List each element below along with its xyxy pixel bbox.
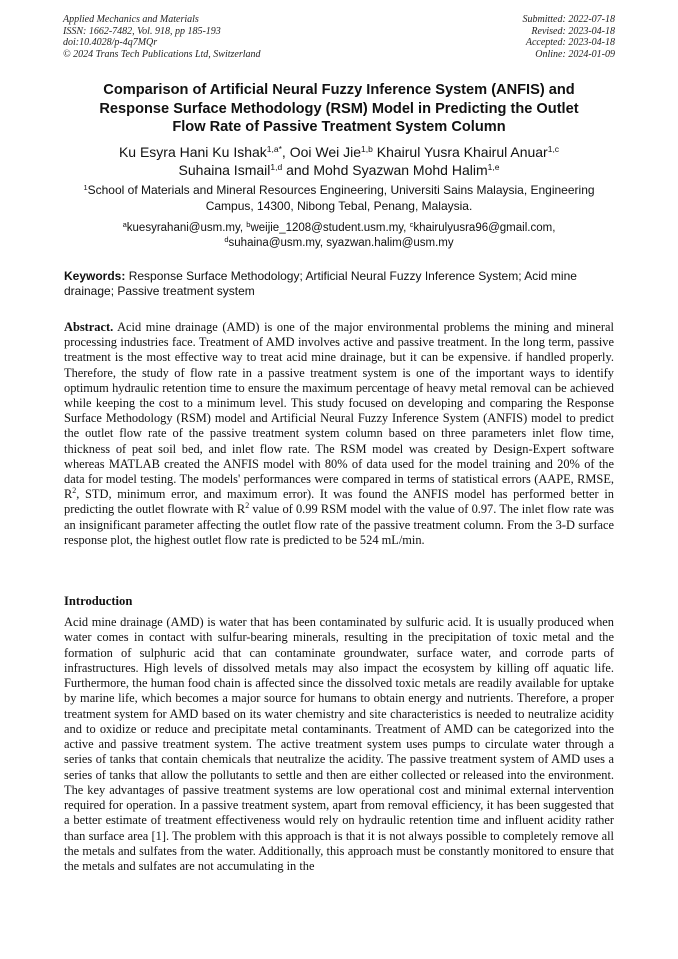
affiliation-line-1: $^1$School of Materials and Mineral Resources Engineering, Universiti Sains Malaysia, Engineering [83,183,595,197]
affiliation-line-2: Campus, 14300, Nibong Tebal, Penang, Malaysia. [205,199,473,213]
author-superscript: 1,c [547,144,560,154]
abstract-text: value of 0.99 RSM model with the value of 0.97. The inlet flow rate was an insignificant parameter affecting the outlet flow rate of the passive treatment column. From the 3-D surface response plot, the highest outlet flow rate is predicted to be 524 mL/min. [64,502,614,547]
accepted-date: Accepted: 2023-04-18 [525,37,615,49]
keywords-label: Keywords: [64,269,126,283]
keywords-block [64,269,614,299]
journal-info [63,14,261,60]
author-name: Suhaina Ismail [178,162,271,178]
author-name: Khairul Yusra Khairul Anuar [376,144,548,160]
author-name: Ooi Wei Jie [289,144,362,160]
section-heading-introduction: Introduction [64,594,133,608]
doi: doi:10.4028/p-4q7MQr [63,37,158,49]
emails-line-2: $^d$suhaina@usm.my, syazwan.halim@usm.my [224,235,454,249]
author-superscript: 1,b [361,144,373,154]
issn: ISSN: 1662-7482, Vol. 918, pp 185-193 [63,25,221,37]
affiliation [60,182,618,214]
copyright: © 2024 Trans Tech Publications Ltd, Switzerland [63,48,261,60]
title-line-2: Response Surface Methodology (RSM) Model in Predicting the Outlet [99,100,579,117]
revised-date: Revised: 2023-04-18 [531,25,615,37]
abstract-text: Acid mine drainage (AMD) is one of the major environmental problems the mining and mineral processing industries face. Treatment of AMD involves active and passive treatment. In the long term, passive treatment is the most effective way to treat acid mine drainage, but it can be expensive. if handled properly. Therefore, the study of flow rate in a passive treatment system is one of the important ways to identify optimum hydraulic retention time to ensure the maximum percentage of heavy metal removal can be achieved while keeping the cost to a minimum level. This study focused on developing and comparing the Response Surface Methodology (RSM) model and Artificial Neural Fuzzy Inference System (ANFIS) model to predict the outlet flow rate of the passive treatment system column based on three parameters inlet flow time, thickness of peat soil bed, and inlet flow rate. The RSM model was created by Design-Expert software whereas MATLAB created the ANFIS model with 80% of data used for the model training and 20% of the data for model testing. The models' performances were compared in terms of statistical errors (AAPE, RMSE, R [64,320,614,502]
email-link[interactable]: weijie_1208@student.usm.my, [250,222,407,234]
author-line-2 [40,161,638,179]
keywords-text: Response Surface Methodology; Artificial Neural Fuzzy Inference System; Acid mine drainage; Passive treatment system [64,269,577,298]
title-line-3: Flow Rate of Passive Treatment System Column [172,119,506,135]
author-conjunction: and [286,162,310,178]
author-name: Mohd Syazwan Mohd Halim [313,162,488,178]
affiliation-superscript: 1 [83,183,88,192]
paper-title [60,81,618,137]
email-link[interactable]: kuesyrahani@usm.my, [126,222,244,234]
online-date: Online: 2024-01-09 [535,48,615,60]
email-link[interactable]: suhaina@usm.my, [228,237,324,249]
author-name: Ku Esyra Hani Ku Ishak [118,144,267,160]
introduction-text: Acid mine drainage (AMD) is water that has been contaminated by sulfuric acid. It is usually produced when water comes in contact with sulfur-bearing minerals, resulting in the precipitation of toxic metal and the formation of sulphuric acid that can contaminate groundwater, surface water, and corrode parts of infrastructures. High levels of dissolved metals may also impact the ecosystem by killing off aquatic life. Furthermore, the human food chain is affected since the dissolved toxic metals are readily available for uptake by marine life, which becomes a major source for humans to obtain energy and nutrients. Therefore, a proper treatment system for AMD based on its water chemistry and site characteristics is needed to neutralize acidity and to oxidize or reduce and precipitate metal contaminants. Treatment of AMD can be categorized into the active and passive treatment system. The active treatment system uses pumps to circulate water through a series of tanks that contain chemicals that neutralize the acidity. The passive treatment system of AMD uses a series of tanks that allow the pollutants to settle and then are either collected or released into the environment. The key advantages of passive treatment systems are low operational cost and minimal external intervention required for operation. In a passive treatment system, apart from removal efficiency, it has been suggested that a better estimate of treatment effectiveness would rely on hydraulic retention time and influent acidity rather than surface area [1]. The problem with this approach is that it is not always possible to completely remove all the metals and sulfates from the water. Additionally, this approach must be constantly monitored to ensure that the metals and sulfates are not accumulating in the [64,615,614,873]
author-line-1: Ku Esyra Hani Ku Ishak$^{1,a*}$, Ooi Wei Jie$^{1,b}$ Khairul Yusra Khairul Anuar$^{1,c}$ [118,144,560,160]
journal-name: Applied Mechanics and Materials [63,14,199,25]
email-link[interactable]: syazwan.halim@usm.my [326,237,454,249]
emails-line-1: $^a$kuesyrahani@usm.my, $^b$weijie_1208@student.usm.my, $^c$khairulyusra96@gmail.com, [122,220,556,234]
author-superscript: 1,e [487,162,500,172]
superscript: 2 [245,501,250,511]
abstract-label: Abstract. [64,320,114,334]
abstract-block [64,320,614,548]
author-emails [60,221,618,251]
superscript: 2 [72,486,77,496]
author-list [40,143,638,179]
publication-dates [523,14,616,60]
author-superscript: 1,a* [266,144,282,154]
email-link[interactable]: khairulyusra96@gmail.com, [413,222,556,234]
title-line-1: Comparison of Artificial Neural Fuzzy Inference System (ANFIS) and [103,82,575,98]
abstract-text: , STD, minimum error, and maximum error). It was found the ANFIS model has performed better in predicting the outlet flowrate with R [64,487,614,517]
author-superscript: 1,d [270,162,283,172]
submitted-date: Submitted: 2022-07-18 [522,14,615,25]
